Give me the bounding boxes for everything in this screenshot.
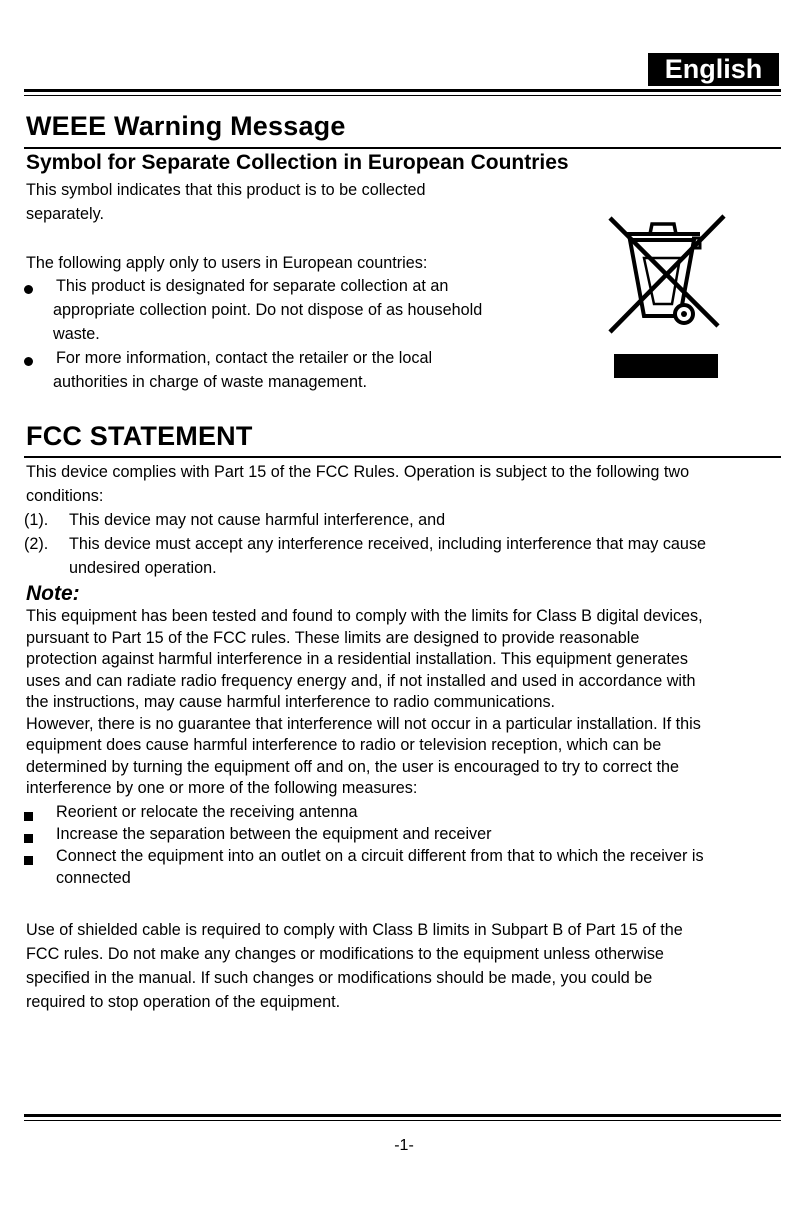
weee-title: WEEE Warning Message (26, 111, 346, 141)
note-line: uses and can radiate radio frequency energy and, if not installed and used in accordance with (26, 671, 696, 690)
weee-bullet-1 (53, 274, 482, 346)
weee-bullet-2 (53, 346, 432, 394)
fcc-intro (26, 460, 689, 508)
note-line: determined by turning the equipment off and on, the user is encouraged to try to correct the (26, 757, 679, 776)
weee-intro-line1: This symbol indicates that this product is to be collected (26, 181, 426, 199)
weee-bullet-1-line1: This product is designated for separate collection at an (56, 277, 449, 295)
fcc-condition-2-line2: undesired operation. (69, 559, 217, 577)
note-line: equipment does cause harmful interference to radio or television reception, which can be (26, 736, 662, 754)
measure-3 (56, 846, 704, 889)
weee-bullet-1-line2: appropriate collection point. Do not dispose of as household (53, 301, 483, 319)
measure-2: Increase the separation between the equipment and receiver (56, 825, 492, 843)
fcc-condition-2-number: (2). (24, 535, 49, 553)
crossed-out-wheelie-bin-icon (600, 210, 732, 382)
note-line: However, there is no guarantee that interference will not occur in a particular installation. If this (26, 714, 701, 733)
footer-rule (24, 1114, 781, 1121)
note-line: protection against harmful interference in a residential installation. This equipment generates (26, 650, 688, 668)
weee-title-rule (24, 147, 781, 149)
weee-apply-text: The following apply only to users in European countries: (26, 254, 428, 272)
page-number: -1- (394, 1137, 414, 1154)
weee-intro-line2: separately. (26, 205, 104, 223)
weee-bullet-2-line2: authorities in charge of waste management. (53, 373, 368, 391)
note-paragraph (26, 606, 786, 800)
weee-intro (26, 178, 426, 226)
weee-bullet-1-line3: waste. (53, 325, 100, 343)
measure-3-marker (24, 852, 33, 870)
weee-bullet-2-line1: For more information, contact the retailer or the local (56, 349, 433, 367)
shielded-line: FCC rules. Do not make any changes or modifications to the equipment unless otherwise (26, 945, 664, 963)
note-line: interference by one or more of the following measures: (26, 779, 418, 797)
shielded-cable-paragraph (26, 918, 786, 1014)
weee-bullet-1-marker (24, 281, 33, 299)
header-rule (24, 89, 781, 96)
shielded-line: Use of shielded cable is required to comply with Class B limits in Subpart B of Part 15 of the (26, 921, 683, 939)
fcc-condition-2-line1: This device must accept any interference received, including interference that may cause (69, 535, 707, 553)
weee-bullet-2-marker (24, 353, 33, 371)
measure-1: Reorient or relocate the receiving antenna (56, 803, 358, 821)
language-tag: English (648, 53, 779, 86)
fcc-title-rule (24, 456, 781, 458)
note-title: Note: (26, 582, 80, 605)
fcc-intro-line1: This device complies with Part 15 of the FCC Rules. Operation is subject to the following two (26, 463, 690, 481)
note-line: pursuant to Part 15 of the FCC rules. These limits are designed to provide reasonable (26, 628, 640, 647)
weee-subtitle: Symbol for Separate Collection in European Countries (26, 151, 569, 174)
measure-3-line1: Connect the equipment into an outlet on a circuit different from that to which the receiver is (56, 847, 704, 865)
measure-3-line2: connected (56, 868, 131, 887)
fcc-intro-line2: conditions: (26, 487, 104, 505)
note-line: This equipment has been tested and found to comply with the limits for Class B digital devices, (26, 607, 703, 625)
note-line: the instructions, may cause harmful interference to radio communications. (26, 693, 556, 711)
fcc-title: FCC STATEMENT (26, 421, 253, 451)
fcc-condition-2 (69, 532, 706, 580)
shielded-line: specified in the manual. If such changes or modifications should be made, you could be (26, 969, 653, 987)
shielded-line: required to stop operation of the equipment. (26, 993, 341, 1011)
fcc-condition-1-number: (1). (24, 511, 49, 529)
measure-1-marker (24, 808, 33, 826)
fcc-condition-1: This device may not cause harmful interference, and (69, 511, 446, 529)
measure-2-marker (24, 830, 33, 848)
